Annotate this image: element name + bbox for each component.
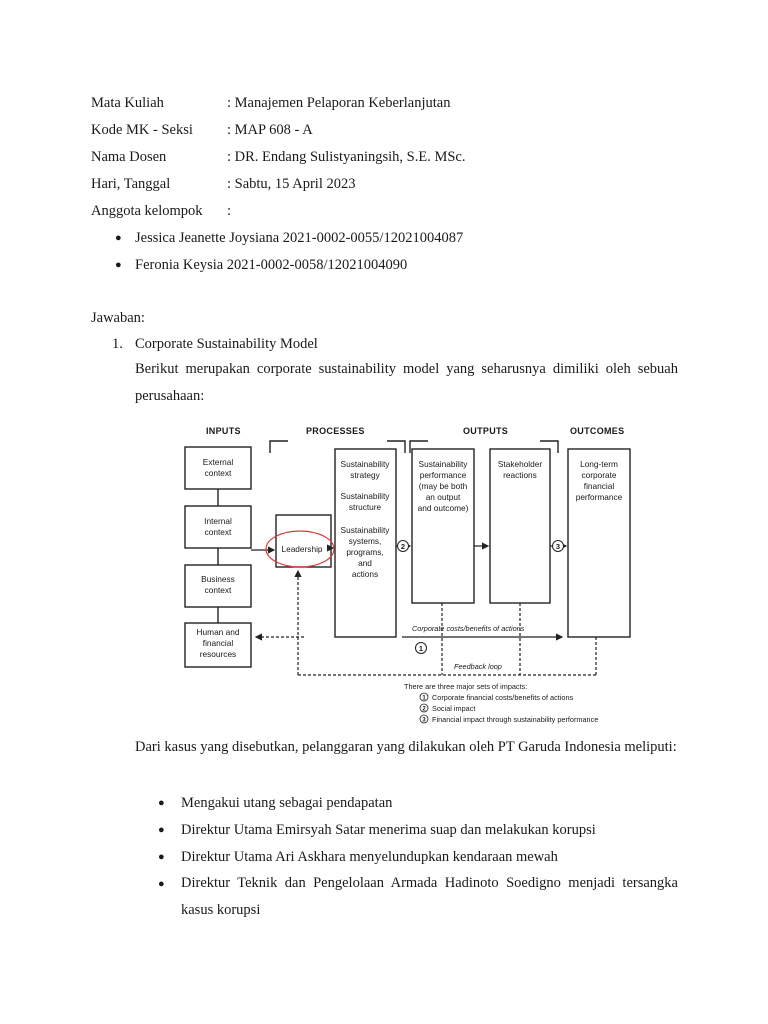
answer-label: Jawaban:	[91, 310, 145, 326]
external-context-line: context	[204, 468, 232, 478]
sustainability-model-diagram	[150, 415, 640, 725]
performance-line: and outcome)	[417, 503, 469, 513]
marker-2: 2	[400, 542, 406, 551]
internal-context-line: context	[204, 527, 232, 537]
bullet-icon: ●	[158, 797, 165, 809]
impacts-title: There are three major sets of impacts:	[404, 682, 528, 691]
lecturer-value: : DR. Endang Sulistyaningsih, S.E. MSc.	[227, 149, 466, 165]
section-title: Corporate Sustainability Model	[135, 336, 318, 352]
systems-line: systems,	[348, 536, 382, 546]
bullet-icon: ●	[115, 232, 122, 244]
member-item: Jessica Jeanette Joysiana 2021-0002-0055/12021004087	[135, 230, 464, 246]
code-label: Kode MK - Seksi	[91, 122, 193, 138]
leadership-label: Leadership	[281, 544, 323, 554]
impact-item: Financial impact through sustainability performance	[432, 715, 599, 724]
date-label: Hari, Tanggal	[91, 176, 171, 192]
longterm-line: performance	[575, 492, 623, 502]
stakeholder-line: reactions	[503, 470, 537, 480]
structure-line: Sustainability	[340, 491, 390, 501]
business-context-line: context	[204, 585, 232, 595]
resources-line: resources	[199, 649, 237, 659]
impact-item: Social impact	[432, 704, 476, 713]
systems-line: and	[358, 558, 372, 568]
section-intro: Berikut merupakan corporate sustainability model yang seharusnya dimiliki oleh sebuah perusahaan:	[135, 361, 678, 404]
strategy-line: Sustainability	[340, 459, 390, 469]
members-colon: :	[227, 203, 232, 219]
feedback-label: Feedback loop	[454, 662, 502, 671]
legend-marker-3: 3	[422, 717, 426, 724]
member-item: Feronia Keysia 2021-0002-0058/12021004090	[135, 257, 408, 273]
header-inputs: INPUTS	[206, 426, 241, 436]
systems-line: Sustainability	[340, 525, 390, 535]
structure-line: structure	[348, 502, 382, 512]
internal-context-line: Internal	[204, 516, 232, 526]
longterm-line: corporate	[581, 470, 617, 480]
code-value: : MAP 608 - A	[227, 122, 313, 138]
bullet-icon: ●	[158, 824, 165, 836]
resources-line: Human and	[196, 627, 240, 637]
header-outcomes: OUTCOMES	[570, 426, 625, 436]
section-number: 1.	[112, 336, 123, 352]
performance-line: Sustainability	[418, 459, 468, 469]
systems-line: actions	[351, 569, 379, 579]
legend-marker-1: 1	[422, 695, 426, 702]
stakeholder-line: Stakeholder	[497, 459, 543, 469]
marker-3: 3	[555, 542, 561, 551]
header-processes: PROCESSES	[306, 426, 365, 436]
longterm-line: Long-term	[580, 459, 618, 469]
bullet-icon: ●	[115, 259, 122, 271]
members-label: Anggota kelompok	[91, 203, 203, 219]
violation-item: Direktur Utama Emirsyah Satar menerima suap dan melakukan korupsi	[181, 822, 596, 838]
date-value: : Sabtu, 15 April 2023	[227, 176, 356, 192]
course-value: : Manajemen Pelaporan Keberlanjutan	[227, 95, 451, 111]
bullet-icon: ●	[158, 878, 165, 890]
bullet-icon: ●	[158, 851, 165, 863]
case-intro: Dari kasus yang disebutkan, pelanggaran yang dilakukan oleh PT Garuda Indonesia meliputi:	[135, 739, 677, 755]
impact-item: Corporate financial costs/benefits of actions	[432, 693, 574, 702]
resources-line: financial	[202, 638, 234, 648]
strategy-line: strategy	[350, 470, 380, 480]
violation-item: Direktur Utama Ari Askhara menyelundupkan kendaraan mewah	[181, 849, 558, 865]
legend-marker-2: 2	[422, 706, 426, 713]
systems-line: programs,	[346, 547, 384, 557]
violation-item: Mengakui utang sebagai pendapatan	[181, 795, 393, 811]
external-context-line: External	[202, 457, 234, 467]
performance-line: an output	[425, 492, 461, 502]
performance-line: (may be both	[418, 481, 468, 491]
course-label: Mata Kuliah	[91, 95, 164, 111]
longterm-line: financial	[583, 481, 615, 491]
marker-1: 1	[418, 644, 424, 653]
performance-line: performance	[419, 470, 467, 480]
violation-item: Direktur Teknik dan Pengelolaan Armada Hadinoto Soedigno menjadi tersangka kasus korupsi	[181, 875, 678, 918]
business-context-line: Business	[201, 574, 235, 584]
costs-label: Corporate costs/benefits of actions	[412, 624, 525, 633]
header-outputs: OUTPUTS	[463, 426, 509, 436]
lecturer-label: Nama Dosen	[91, 149, 167, 165]
